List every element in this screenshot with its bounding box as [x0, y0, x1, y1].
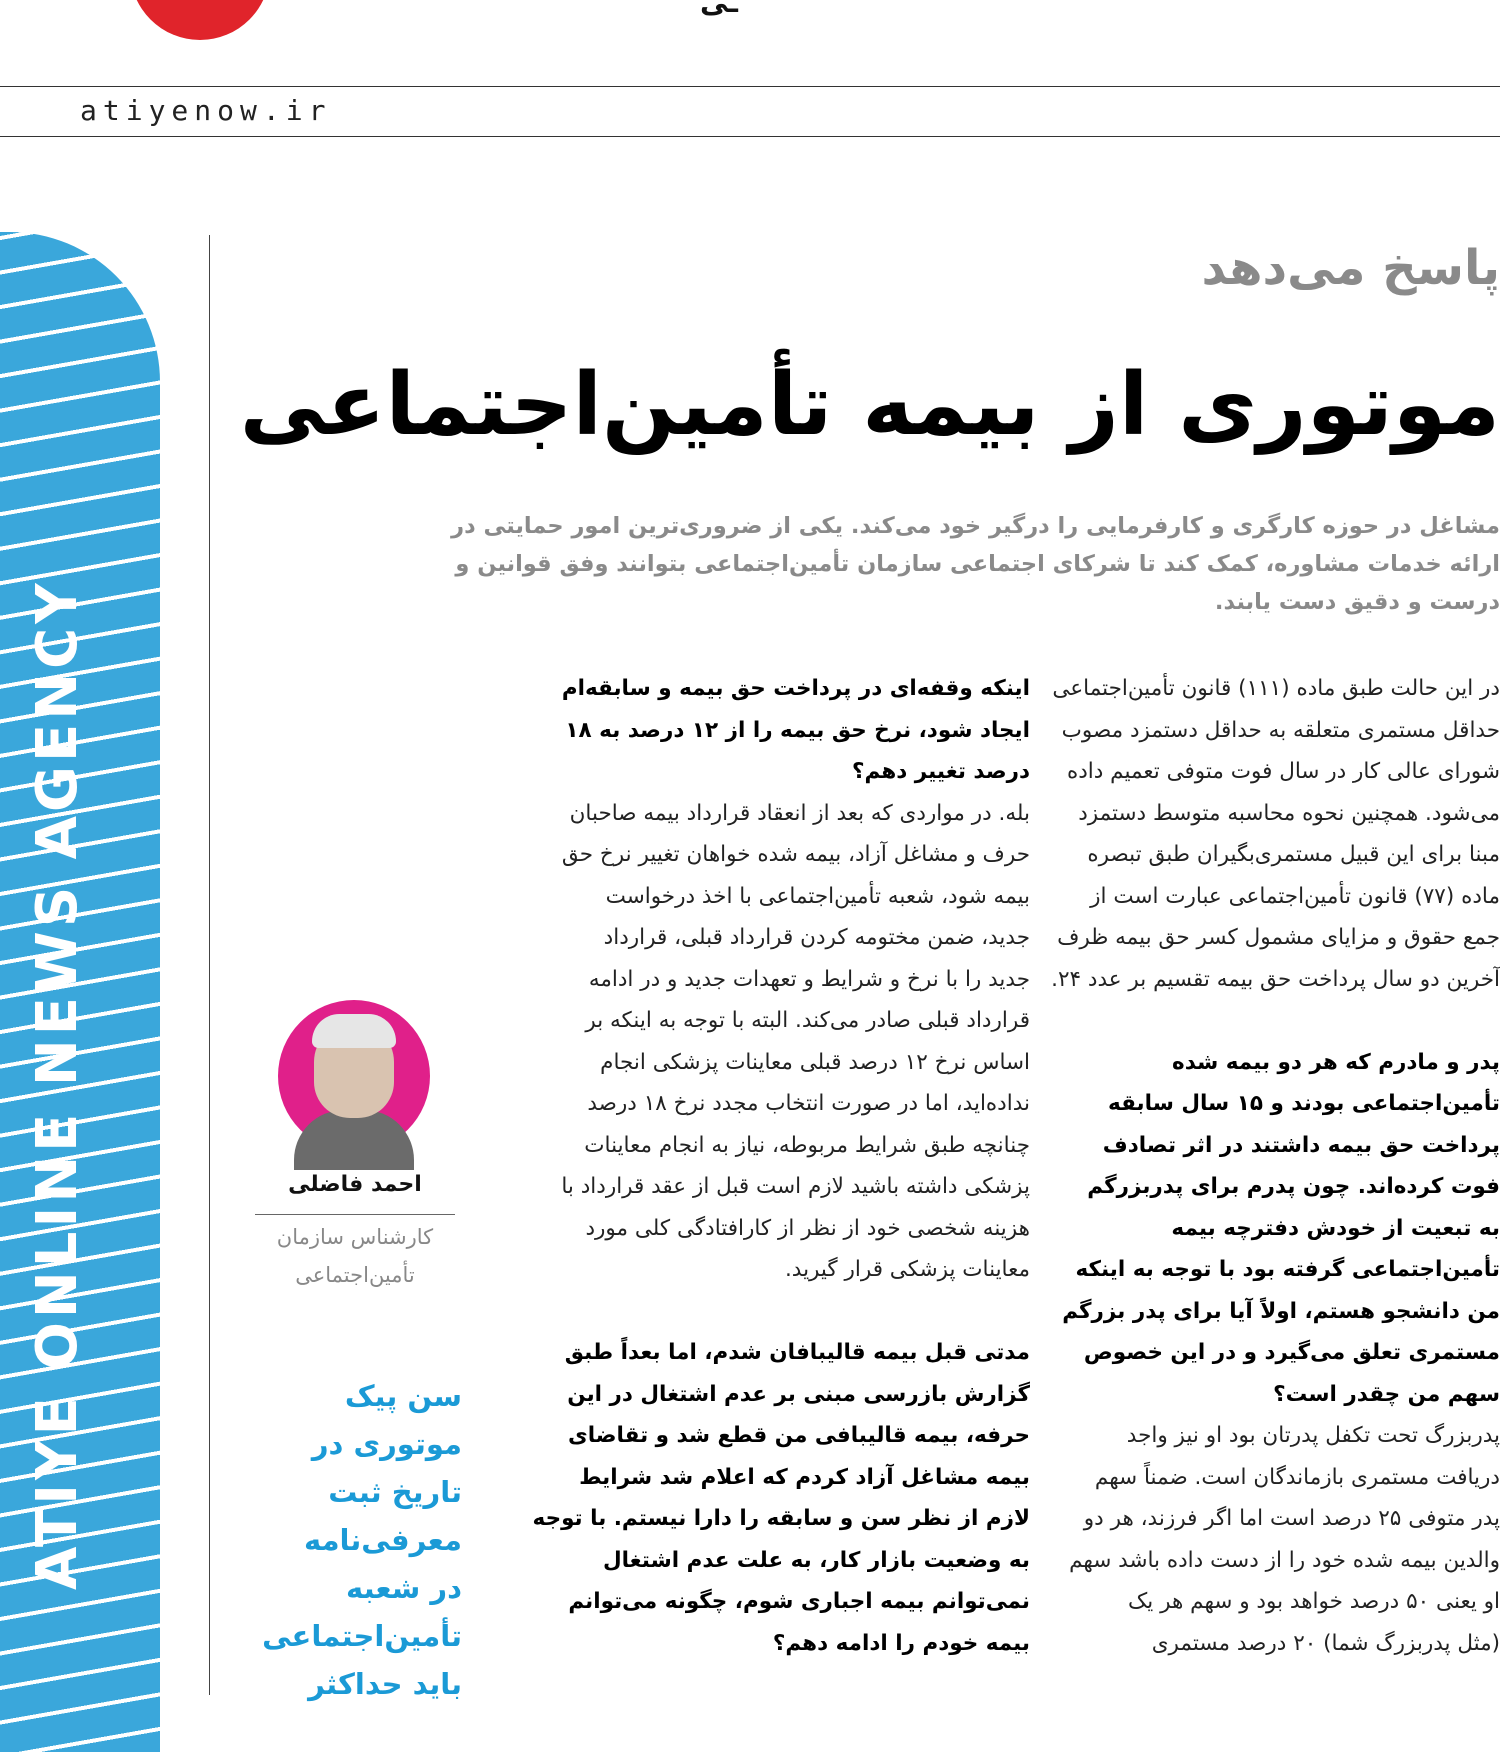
column-line: بیمه خودم را ادامه دهم؟ — [772, 1630, 1030, 1656]
column-line: مدتی قبل بیمه قالیبافان شدم، اما بعداً طبق — [564, 1340, 1030, 1365]
column-line: بیمه شود، شعبه تأمین‌اجتماعی با اخذ درخواست — [605, 883, 1030, 909]
column-line: فوت کرده‌اند. چون پدرم برای پدربزرگم — [1087, 1174, 1500, 1199]
column-line: من دانشجو هستم، اولاً آیا برای پدر بزرگم — [1062, 1298, 1500, 1324]
column-line: اینکه وقفه‌ای در پرداخت حق بیمه و سابقه‌ام — [561, 676, 1030, 701]
column-line: حرف و مشاغل آزاد، بیمه شده خواهان تغییر نرخ حق — [561, 842, 1030, 867]
lead-line: درست و دقیق دست یابند. — [1214, 589, 1500, 615]
side-band-text: ATIYE ONLINE NEWS AGENCY — [25, 579, 90, 1590]
column-line: والدین بیمه شده خود را از دست داده باشد سهم — [1069, 1547, 1500, 1573]
column-line — [525, 1291, 1030, 1333]
author-name: احمد فاضلی — [288, 1172, 422, 1197]
column-line: پرداخت حق بیمه داشتند در اثر تصادف — [1102, 1132, 1500, 1158]
column-line: شورای عالی کار در سال فوت متوفی تعمیم داده — [1066, 759, 1500, 784]
pull-quote-line: معرفی‌نامه — [303, 1523, 462, 1557]
column-line: جدید را با نرخ و شرایط و تعهدات جدید و در ادامه — [588, 966, 1030, 992]
middle-column — [525, 668, 1030, 1664]
column-line — [1080, 1000, 1500, 1042]
logo — [130, 0, 270, 40]
column-line: تأمین‌اجتماعی گرفته بود با توجه به اینکه — [1075, 1257, 1500, 1282]
pull-quote-line: تأمین‌اجتماعی — [262, 1619, 462, 1653]
lead-line: ارائه خدمات مشاوره، کمک کند تا شرکای اجتماعی سازمان تأمین‌اجتماعی بتوانند وفق قوانین و — [455, 551, 1500, 577]
article-kicker: پاسخ می‌دهد — [1201, 240, 1500, 296]
author-role — [255, 1218, 455, 1294]
column-line: مبنا برای این قبیل مستمری‌بگیران طبق تبصره — [1087, 842, 1500, 867]
column-line: دریافت مستمری بازماندگان است. ضمناً سهم — [1094, 1464, 1500, 1490]
masthead-fragment: ـى — [700, 0, 738, 19]
site-url[interactable]: atiyenow.ir — [80, 94, 332, 127]
pull-quote-line: تاریخ ثبت — [328, 1475, 462, 1509]
author-photo — [278, 1000, 430, 1152]
column-line: جمع حقوق و مزایای مشمول کسر حق بیمه ظرف — [1057, 925, 1500, 950]
column-line: هزینه شخصی خود از نظر از کارافتادگی کلی مورد — [585, 1215, 1030, 1241]
column-line: پدر و مادرم که هر دو بیمه شده — [1172, 1049, 1500, 1075]
lead-line: مشاغل در حوزه کارگری و کارفرمایی را درگیر خود می‌کند. یکی از ضروری‌ترین امور حمایتی در — [451, 513, 1500, 539]
column-line: سهم من چقدر است؟ — [1273, 1381, 1500, 1407]
header-rule — [0, 136, 1500, 137]
article-headline: موتوری از بیمه تأمین‌اجتماعی — [239, 355, 1500, 455]
top-rule — [0, 86, 1500, 87]
pull-quote-line: باید حداکثر — [308, 1667, 462, 1701]
right-column — [1051, 668, 1500, 1664]
column-line: پدربزرگ تحت تکفل پدرتان بود او نیز واجد — [1126, 1423, 1500, 1448]
column-line: حرفه، بیمه قالیبافی من قطع شد و تقاضای — [568, 1423, 1030, 1448]
author-divider — [255, 1214, 455, 1215]
column-line: تأمین‌اجتماعی بودند و ۱۵ سال سابقه — [1108, 1091, 1500, 1116]
column-line: لازم از نظر سن و سابقه را دارا نیستم. با توجه — [532, 1506, 1030, 1531]
column-line: مستمری تعلق می‌گیرد و در این خصوص — [1083, 1340, 1500, 1365]
column-line: جدید، ضمن مختومه کردن قرارداد قبلی، قرارداد — [603, 925, 1030, 950]
column-line: پزشکی داشته باشید لازم است قبل از عقد قرارداد با — [561, 1174, 1030, 1199]
column-line: بیمه مشاغل آزاد کردم که اعلام شد شرایط — [579, 1464, 1030, 1490]
column-line: درصد تغییر دهم؟ — [852, 759, 1030, 784]
pull-quote-line: موتوری در — [311, 1427, 462, 1461]
column-line: به تبعیت از خودش دفترچه بیمه — [1171, 1215, 1500, 1241]
article-lead — [451, 507, 1500, 621]
column-line: پدر متوفی ۲۵ درصد است اما اگر فرزند، هر دو — [1083, 1506, 1500, 1531]
pull-quote — [240, 1372, 462, 1708]
column-line: می‌شود. همچنین نحوه محاسبه متوسط دستمزد — [1078, 800, 1500, 826]
pull-quote-line: در شعبه — [346, 1571, 462, 1605]
column-line: قرارداد قبلی صادر می‌کند. البته با توجه به اینکه بر — [585, 1008, 1030, 1033]
author-role-line: تأمین‌اجتماعی — [295, 1263, 415, 1287]
column-line: به وضعیت بازار کار، به علت عدم اشتغال — [602, 1547, 1030, 1573]
column-line: چنانچه طبق شرایط مربوطه، نیاز به انجام معاینات — [584, 1132, 1030, 1158]
column-line: معاینات پزشکی قرار گیرید. — [784, 1257, 1030, 1282]
column-line: بله. در مواردی که بعد از انعقاد قرارداد بیمه صاحبان — [569, 800, 1030, 826]
column-line: او یعنی ۵۰ درصد خواهد بود و سهم هر یک — [1128, 1589, 1500, 1614]
author-role-line: کارشناس سازمان — [276, 1225, 434, 1249]
column-line: نمی‌توانم بیمه اجباری شوم، چگونه می‌توانم — [568, 1589, 1030, 1614]
column-line: (مثل پدربزرگ شما) ۲۰ درصد مستمری — [1151, 1630, 1500, 1656]
column-line: نداده‌اید، اما در صورت انتخاب مجدد نرخ ۱۸ درصد — [587, 1091, 1030, 1116]
column-line: گزارش بازرسی مبنی بر عدم اشتغال در این — [567, 1381, 1030, 1407]
column-line: آخرین دو سال پرداخت حق بیمه تقسیم بر عدد ۲۴. — [1051, 966, 1500, 992]
column-line: ایجاد شود، نرخ حق بیمه را از ۱۲ درصد به ۱۸ — [565, 717, 1030, 743]
column-line: حداقل مستمری متعلقه به حداقل دستمزد مصوب — [1061, 717, 1500, 743]
column-divider — [209, 235, 210, 1695]
pull-quote-line: سن پیک — [344, 1379, 462, 1413]
column-line: در این حالت طبق ماده (۱۱۱) قانون تأمین‌اجتماعی — [1052, 676, 1500, 701]
column-line: اساس نرخ ۱۲ درصد قبلی معاینات پزشکی انجام — [600, 1049, 1030, 1075]
column-line: ماده (۷۷) قانون تأمین‌اجتماعی عبارت است از — [1090, 883, 1500, 909]
